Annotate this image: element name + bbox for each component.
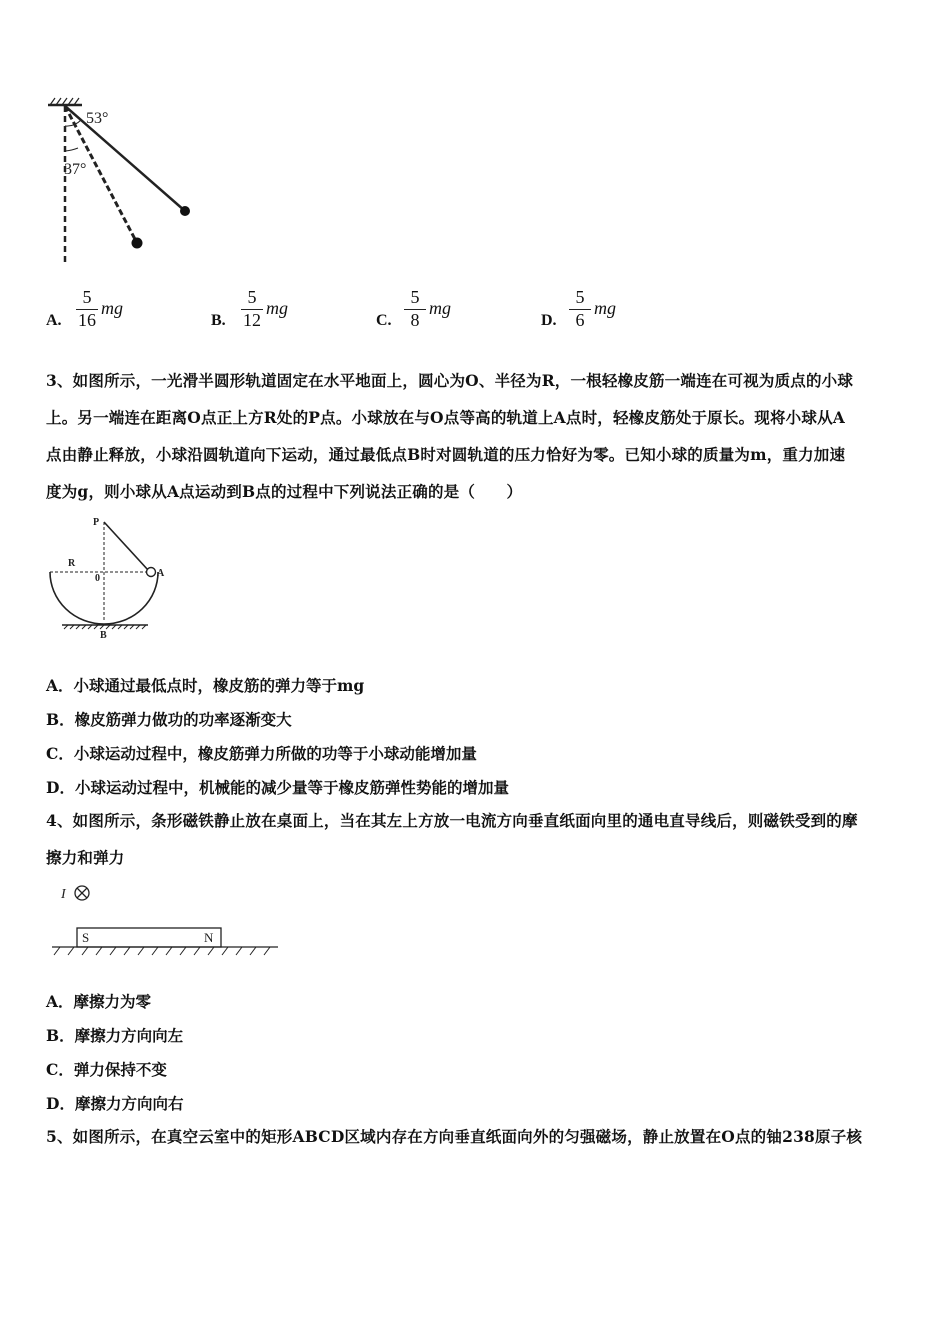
angle-53-label: 53°	[86, 110, 109, 127]
unit: mg	[101, 298, 123, 318]
q4-option-b: B．摩擦力方向向左	[46, 1026, 184, 1045]
q4-option-d: D．摩擦力方向向右	[46, 1094, 184, 1113]
q2-option-c-label: C.	[376, 312, 392, 329]
q4-stem	[46, 802, 908, 876]
q3-line-4: 度为g，则小球从A点运动到B点的过程中下列说法正确的是（ ）	[46, 482, 523, 501]
denominator: 16	[78, 310, 96, 330]
q3-option-c: C．小球运动过程中，橡皮筋弹力所做的功等于小球动能增加量	[46, 744, 477, 763]
q3-option-b: B．橡皮筋弹力做功的功率逐渐变大	[46, 710, 292, 729]
q4-option-c: C．弹力保持不变	[46, 1060, 167, 1079]
unit: mg	[429, 298, 451, 318]
radius-r-label: R	[68, 558, 76, 569]
angle-37-label: 37°	[64, 161, 87, 178]
point-a-label: A	[157, 568, 165, 579]
current-into-page-icon	[75, 886, 89, 900]
numerator: 5	[82, 287, 92, 307]
q2-option-a-label: A.	[46, 312, 62, 329]
point-b-label: B	[100, 630, 107, 641]
numerator: 5	[247, 287, 257, 307]
q3-option-d: D．小球运动过程中，机械能的减少量等于橡皮筋弹性势能的增加量	[46, 778, 509, 797]
q5-stem	[46, 1118, 908, 1155]
q5-line-1: 5、如图所示，在真空云室中的矩形ABCD区域内存在方向垂直纸面向外的匀强磁场，静止放置在O点的铀238原子核	[46, 1127, 863, 1146]
q4-line-2: 擦力和弹力	[46, 848, 125, 867]
semicircle-track-figure	[40, 512, 170, 642]
denominator: 8	[410, 310, 420, 330]
magnet-n-pole-label: N	[204, 930, 214, 945]
magnet-s-pole-label: S	[82, 930, 90, 945]
pendulum-figure	[40, 96, 210, 271]
bar-magnet-figure	[40, 878, 285, 963]
point-p-label: P	[93, 517, 100, 528]
current-i-label: I	[61, 887, 66, 902]
unit: mg	[594, 298, 616, 318]
q3-option-a: A．小球通过最低点时，橡皮筋的弹力等于mg	[46, 676, 365, 695]
q3-stem	[46, 362, 908, 510]
q3-line-2: 上。另一端连在距离O点正上方R处的P点。小球放在与O点等高的轨道上A点时，轻橡皮筋处于原长。现将小球从A	[46, 408, 845, 427]
q4-line-1: 4、如图所示，条形磁铁静止放在桌面上，当在其左上方放一电流方向垂直纸面向里的通电直导线后，则磁铁受到的摩	[46, 811, 858, 830]
q2-option-b-label: B.	[211, 312, 226, 329]
denominator: 12	[243, 310, 261, 330]
numerator: 5	[575, 287, 585, 307]
q3-line-3: 点由静止释放，小球沿圆轨道向下运动，通过最低点B时对圆轨道的压力恰好为零。已知小球的质量为m，重力加速	[46, 445, 846, 464]
unit: mg	[266, 298, 288, 318]
numerator: 5	[410, 287, 420, 307]
q4-option-a: A．摩擦力为零	[46, 992, 152, 1011]
center-o-label: 0	[95, 573, 100, 584]
denominator: 6	[575, 310, 585, 330]
q2-option-d-label: D.	[541, 312, 557, 329]
q3-line-1: 3、如图所示，一光滑半圆形轨道固定在水平地面上，圆心为O、半径为R，一根轻橡皮筋一端连在可视为质点的小球	[46, 371, 854, 390]
